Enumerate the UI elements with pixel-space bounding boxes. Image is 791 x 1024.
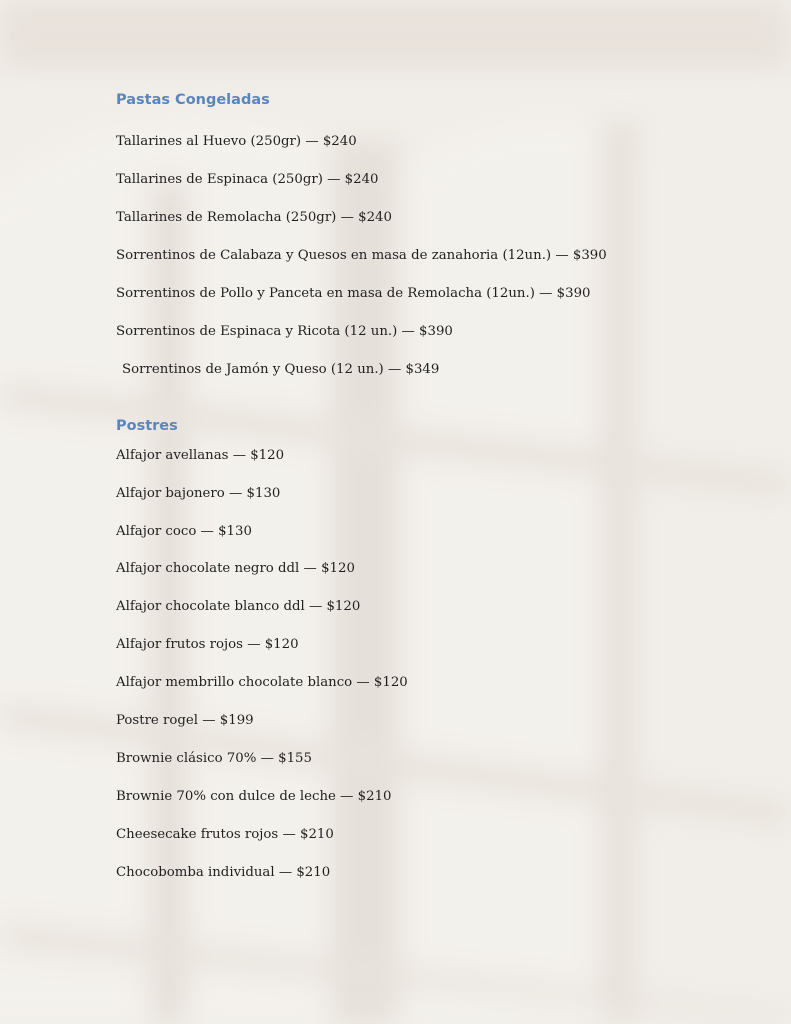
section-title-pastas: Pastas Congeladas <box>116 92 270 108</box>
section-title-postres: Postres <box>116 418 178 434</box>
menu-item: Tallarines de Espinaca (250gr) — $240 <box>116 172 379 187</box>
menu-item: Alfajor chocolate blanco ddl — $120 <box>116 599 361 614</box>
menu-item: Brownie 70% con dulce de leche — $210 <box>116 789 392 804</box>
menu-item: Alfajor membrillo chocolate blanco — $120 <box>116 675 408 690</box>
menu-item: Brownie clásico 70% — $155 <box>116 751 312 766</box>
menu-item: Sorrentinos de Espinaca y Ricota (12 un.) — $390 <box>116 324 453 339</box>
menu-item: Alfajor frutos rojos — $120 <box>116 637 299 652</box>
menu-item: Tallarines de Remolacha (250gr) — $240 <box>116 210 392 225</box>
menu-item: Alfajor coco — $130 <box>116 524 252 539</box>
menu-item: Cheesecake frutos rojos — $210 <box>116 827 334 842</box>
menu-item: Tallarines al Huevo (250gr) — $240 <box>116 134 357 149</box>
menu-item: Sorrentinos de Calabaza y Quesos en masa de zanahoria (12un.) — $390 <box>116 248 607 263</box>
menu-item: Chocobomba individual — $210 <box>116 865 331 880</box>
menu-item: Alfajor avellanas — $120 <box>116 448 285 463</box>
menu-item: Alfajor bajonero — $130 <box>116 486 281 501</box>
menu-item: Alfajor chocolate negro ddl — $120 <box>116 561 355 576</box>
menu-item: Sorrentinos de Pollo y Panceta en masa de Remolacha (12un.) — $390 <box>116 286 591 301</box>
menu-item: Sorrentinos de Jamón y Queso (12 un.) — $349 <box>122 362 440 377</box>
menu-item: Postre rogel — $199 <box>116 713 254 728</box>
